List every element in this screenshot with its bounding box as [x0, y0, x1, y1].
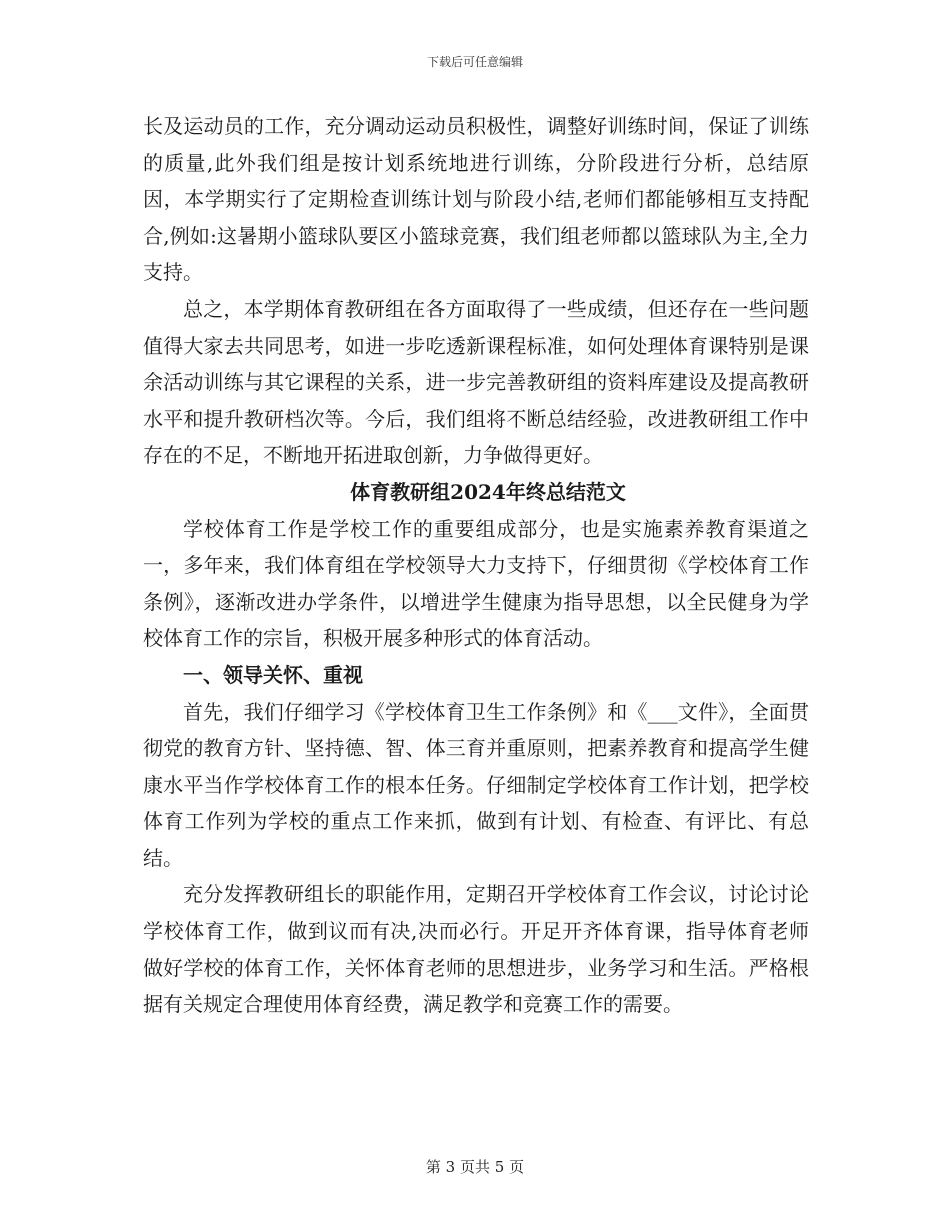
document-title: 体育教研组2024年终总结范文 [350, 479, 626, 504]
paragraph-continued: 长及运动员的工作，充分调动运动员积极性，调整好训练时间，保证了训练的质量,此外我们组是按计划系统地进行训练，分阶段进行分析，总结原因，本学期实行了定期检查训练计划与阶段小结,老师们都能够相互支持配合,例如:这暑期小篮球队要区小篮球竞赛，我们组老师都以篮球队为主,全力支持。 [143, 114, 809, 285]
page-footer: 第 3 页共 5 页 [425, 1158, 525, 1176]
paragraph-summary: 总之，本学期体育教研组在各方面取得了一些成绩，但还存在一些问题值得大家去共同思考，如进一步吃透新课程标准，如何处理体育课特别是课余活动训练与其它课程的关系，进一步完善教研组的资料库建设及提高教研水平和提升教研档次等。今后，我们组将不断总结经验，改进教研组工作中存在的不足，不断地开拓进取创新，力争做得更好。 [143, 296, 809, 468]
paragraph-intro: 学校体育工作是学校工作的重要组成部分，也是实施素养教育渠道之一，多年来，我们体育组在学校领导大力支持下，仔细贯彻《学校体育工作条例》，逐渐改进办学条件，以增进学生健康为指导思想，以全民健身为学校体育工作的宗旨，积极开展多种形式的体育活动。 [143, 516, 809, 651]
paragraph-study: 首先，我们仔细学习《学校体育卫生工作条例》和《___文件》，全面贯彻党的教育方针、坚持德、智、体三育并重原则，把素养教育和提高学生健康水平当作学校体育工作的根本任务。仔细制定学校体育工作计划，把学校体育工作列为学校的重点工作来抓，做到有计划、有检查、有评比、有总结。 [143, 699, 809, 870]
paragraph-leadership: 充分发挥教研组长的职能作用，定期召开学校体育工作会议，讨论讨论学校体育工作，做到议而有决,决而必行。开足开齐体育课，指导体育老师做好学校的体育工作，关怀体育老师的思想进步，业务学习和生活。严格根据有关规定合理使用体育经费，满足教学和竞赛工作的需要。 [143, 882, 809, 1017]
document-body [143, 108, 809, 1023]
section-heading: 一、领导关怀、重视 [183, 662, 363, 687]
page-header: 下载后可任意编辑 [426, 55, 523, 69]
